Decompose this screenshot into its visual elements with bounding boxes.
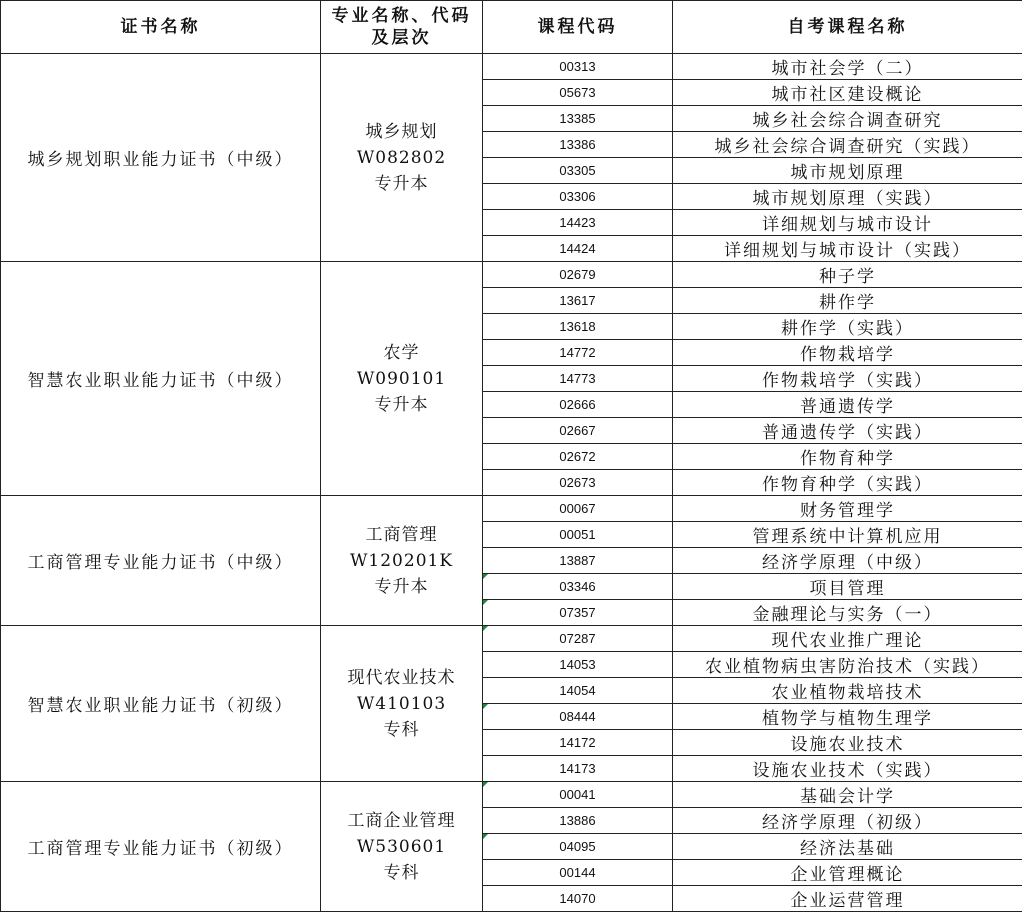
table-body: [1, 54, 1022, 912]
course-name: 详细规划与城市设计（实践）: [673, 236, 1022, 262]
major-level: 专升本: [374, 576, 429, 597]
course-name: 城乡社会综合调查研究（实践）: [673, 132, 1022, 158]
certificate-name: 智慧农业职业能力证书（初级）: [1, 626, 321, 782]
course-name: 作物育种学（实践）: [673, 470, 1022, 496]
course-code: 02673: [483, 470, 673, 496]
course-code: 08444: [483, 704, 673, 730]
course-name: 城乡社会综合调查研究: [673, 106, 1022, 132]
course-name: 耕作学（实践）: [673, 314, 1022, 340]
course-code: 00067: [483, 496, 673, 522]
course-code: 14172: [483, 730, 673, 756]
course-code: 03305: [483, 158, 673, 184]
course-name: 耕作学: [673, 288, 1022, 314]
major-info: [321, 496, 483, 626]
course-name: 经济学原理（初级）: [673, 808, 1022, 834]
course-name: 企业运营管理: [673, 886, 1022, 912]
major-name: 工商管理: [365, 524, 438, 545]
table-row: [1, 626, 1022, 652]
certificate-name: 工商管理专业能力证书（中级）: [1, 496, 321, 626]
course-name: 农业植物病虫害防治技术（实践）: [673, 652, 1022, 678]
course-name: 城市社会学（二）: [673, 54, 1022, 80]
course-name: 项目管理: [673, 574, 1022, 600]
major-info: [321, 54, 483, 262]
course-name: 管理系统中计算机应用: [673, 522, 1022, 548]
course-code: 00313: [483, 54, 673, 80]
course-code: 13386: [483, 132, 673, 158]
course-code: 02667: [483, 418, 673, 444]
course-code: 13617: [483, 288, 673, 314]
major-level: 专升本: [374, 394, 429, 415]
course-code: 05673: [483, 80, 673, 106]
major-name: 城乡规划: [365, 121, 438, 142]
table-row: [1, 54, 1022, 80]
course-code: 00144: [483, 860, 673, 886]
course-name: 作物栽培学: [673, 340, 1022, 366]
course-name: 城市规划原理: [673, 158, 1022, 184]
course-code: 07287: [483, 626, 673, 652]
course-code: 14070: [483, 886, 673, 912]
course-code: 04095: [483, 834, 673, 860]
header-row: [1, 1, 1022, 54]
header-major-line2: 及层次: [371, 28, 432, 48]
table-row: [1, 496, 1022, 522]
course-name: 基础会计学: [673, 782, 1022, 808]
course-code: 13385: [483, 106, 673, 132]
course-code: 03306: [483, 184, 673, 210]
major-code: W082802: [356, 147, 447, 168]
course-name: 设施农业技术: [673, 730, 1022, 756]
course-code: 13618: [483, 314, 673, 340]
major-info: [321, 782, 483, 912]
course-name: 设施农业技术（实践）: [673, 756, 1022, 782]
certificate-name: 智慧农业职业能力证书（中级）: [1, 262, 321, 496]
course-code: 13887: [483, 548, 673, 574]
header-major-line1: 专业名称、代码: [331, 6, 472, 26]
course-name: 财务管理学: [673, 496, 1022, 522]
major-code: W120201K: [349, 550, 454, 571]
course-code: 07357: [483, 600, 673, 626]
course-code: 02666: [483, 392, 673, 418]
course-name: 农业植物栽培技术: [673, 678, 1022, 704]
course-code: 14423: [483, 210, 673, 236]
header-course-code: 课程代码: [483, 1, 673, 54]
major-level: 专升本: [374, 173, 429, 194]
course-name: 城市社区建设概论: [673, 80, 1022, 106]
course-code: 13886: [483, 808, 673, 834]
course-name: 普通遗传学（实践）: [673, 418, 1022, 444]
certificate-name: 城乡规划职业能力证书（中级）: [1, 54, 321, 262]
course-code: 02672: [483, 444, 673, 470]
course-name: 企业管理概论: [673, 860, 1022, 886]
course-name: 金融理论与实务（一）: [673, 600, 1022, 626]
course-code: 14773: [483, 366, 673, 392]
course-code: 02679: [483, 262, 673, 288]
header-major: [321, 1, 483, 54]
course-name: 普通遗传学: [673, 392, 1022, 418]
course-name: 经济学原理（中级）: [673, 548, 1022, 574]
course-code: 03346: [483, 574, 673, 600]
major-code: W090101: [356, 368, 447, 389]
major-level: 专科: [383, 862, 420, 883]
course-name: 现代农业推广理论: [673, 626, 1022, 652]
header-certificate: 证书名称: [1, 1, 321, 54]
course-name: 城市规划原理（实践）: [673, 184, 1022, 210]
header-course-name: 自考课程名称: [673, 1, 1022, 54]
major-level: 专科: [383, 719, 420, 740]
major-name: 农学: [383, 342, 420, 363]
major-info: [321, 262, 483, 496]
course-code: 00041: [483, 782, 673, 808]
major-name: 工商企业管理: [347, 810, 456, 831]
course-code: 14054: [483, 678, 673, 704]
major-name: 现代农业技术: [347, 667, 456, 688]
course-name: 作物育种学: [673, 444, 1022, 470]
course-code: 14772: [483, 340, 673, 366]
major-code: W530601: [356, 836, 447, 857]
course-name: 作物栽培学（实践）: [673, 366, 1022, 392]
course-code: 14053: [483, 652, 673, 678]
course-code: 14173: [483, 756, 673, 782]
major-code: W410103: [356, 693, 447, 714]
course-name: 种子学: [673, 262, 1022, 288]
certificate-name: 工商管理专业能力证书（初级）: [1, 782, 321, 912]
table-row: [1, 262, 1022, 288]
course-name: 植物学与植物生理学: [673, 704, 1022, 730]
major-info: [321, 626, 483, 782]
course-name: 经济法基础: [673, 834, 1022, 860]
course-code: 00051: [483, 522, 673, 548]
course-code: 14424: [483, 236, 673, 262]
table-row: [1, 782, 1022, 808]
course-name: 详细规划与城市设计: [673, 210, 1022, 236]
